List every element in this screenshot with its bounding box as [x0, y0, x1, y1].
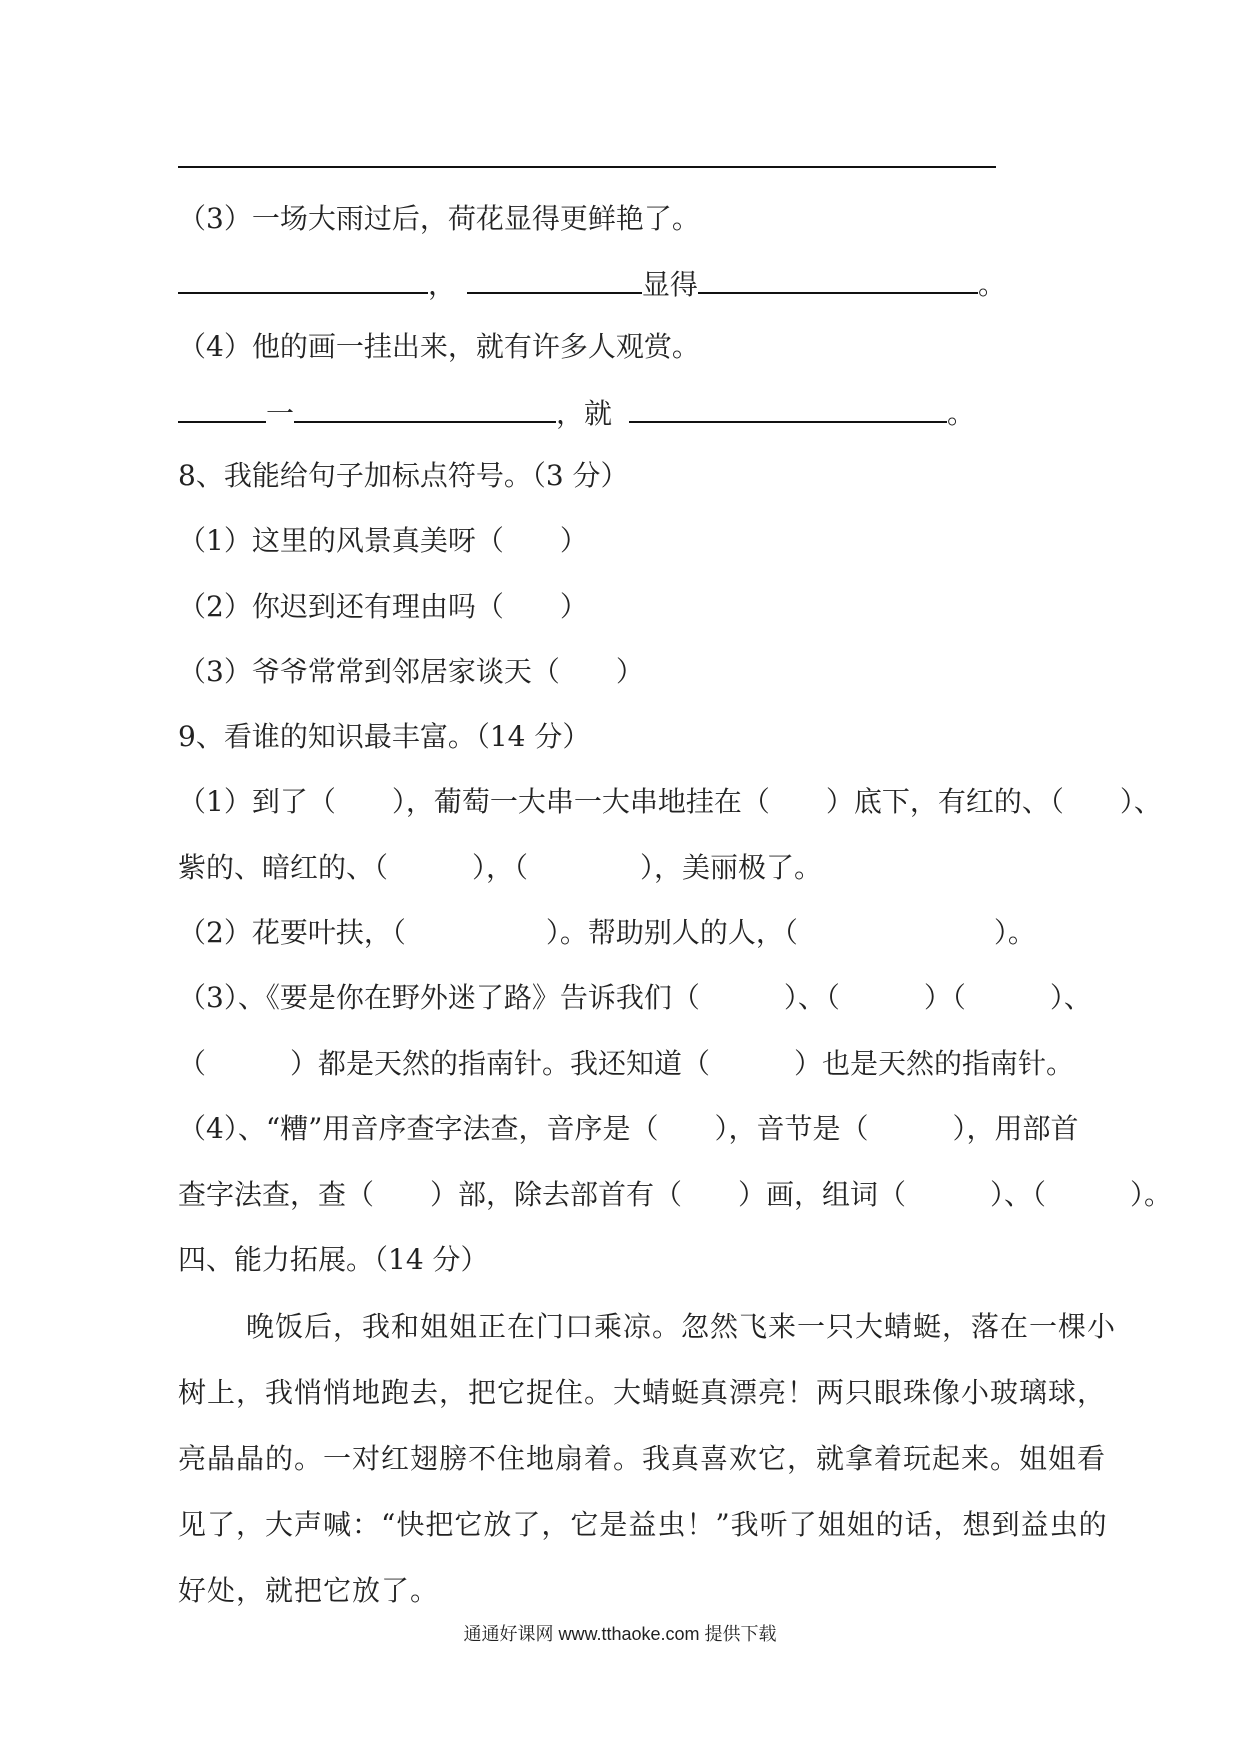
passage-text: 晚饭后，我和姐姐正在门口乘凉。忽然飞来一只大蜻蜓，落在一棵小树上，我悄悄地跑去，把它捉住。大蜻蜓真漂亮！两只眼珠像小玻璃球，亮晶晶的。一对红翅膀不住地扇着。我真喜欢它，就拿着玩起来。姐姐看见了，大声喊：“快把它放了，它是益虫！”我听了姐姐的话，想到益虫的好处，就把它放了。 [178, 1310, 1117, 1607]
mid-text: 显得 [641, 268, 698, 301]
q8-item-2: （2）你迟到还有理由吗（ ） [178, 590, 588, 623]
q8-title: 8、我能给句子加标点符号。（3 分） [178, 459, 629, 492]
end-text: 。 [946, 397, 975, 430]
q9-item3-line2: （ ）都是天然的指南针。我还知道（ ）也是天然的指南针。 [178, 1047, 1075, 1080]
answer-line [178, 166, 996, 168]
q7-item4-sentence: （4）他的画一挂出来，就有许多人观赏。 [178, 330, 700, 363]
fill-blank [629, 395, 947, 423]
q7-item3-fill-line [178, 266, 1128, 303]
comma-text: ， [428, 268, 457, 301]
q9-item4-line2: 查字法查，查（ ）部，除去部首有（ ）画，组词（ ）、（ ）。 [178, 1178, 1173, 1211]
q9-item3-line1: （3）、《要是你在野外迷了路》告诉我们（ ）、（ ）（ ）、 [178, 981, 1092, 1014]
reading-passage [178, 1294, 1128, 1624]
q8-item-3: （3）爷爷常常到邻居家谈天（ ） [178, 655, 644, 688]
jiu-text: ，就 [556, 397, 613, 430]
q9-item1-line2: 紫的、暗红的、（ ），（ ），美丽极了。 [178, 851, 823, 884]
q9-title: 9、看谁的知识最丰富。（14 分） [178, 720, 591, 753]
fill-blank [467, 266, 642, 294]
section4-title: 四、能力拓展。（14 分） [178, 1243, 489, 1276]
q7-item3-sentence: （3）一场大雨过后，荷花显得更鲜艳了。 [178, 202, 700, 235]
q7-item4-fill-line [178, 395, 1128, 432]
fill-blank [178, 266, 428, 294]
q8-item-1: （1）这里的风景真美呀（ ） [178, 524, 588, 557]
fill-blank [178, 395, 266, 423]
fill-blank [294, 395, 556, 423]
yi-text: 一 [266, 397, 295, 430]
footer-credit: 通通好课网 www.tthaoke.com 提供下载 [463, 1624, 777, 1644]
end-text: 。 [977, 268, 1006, 301]
q9-item2: （2）花要叶扶，（ ）。帮助别人的人，（ ）。 [178, 916, 1036, 949]
fill-blank [698, 266, 978, 294]
q9-item4-line1: （4）、“糟”用音序查字法查，音序是（ ），音节是（ ），用部首 [178, 1112, 1079, 1145]
q9-item1-line1: （1）到了（ ），葡萄一大串一大串地挂在（ ）底下，有红的、（ ）、 [178, 785, 1162, 818]
